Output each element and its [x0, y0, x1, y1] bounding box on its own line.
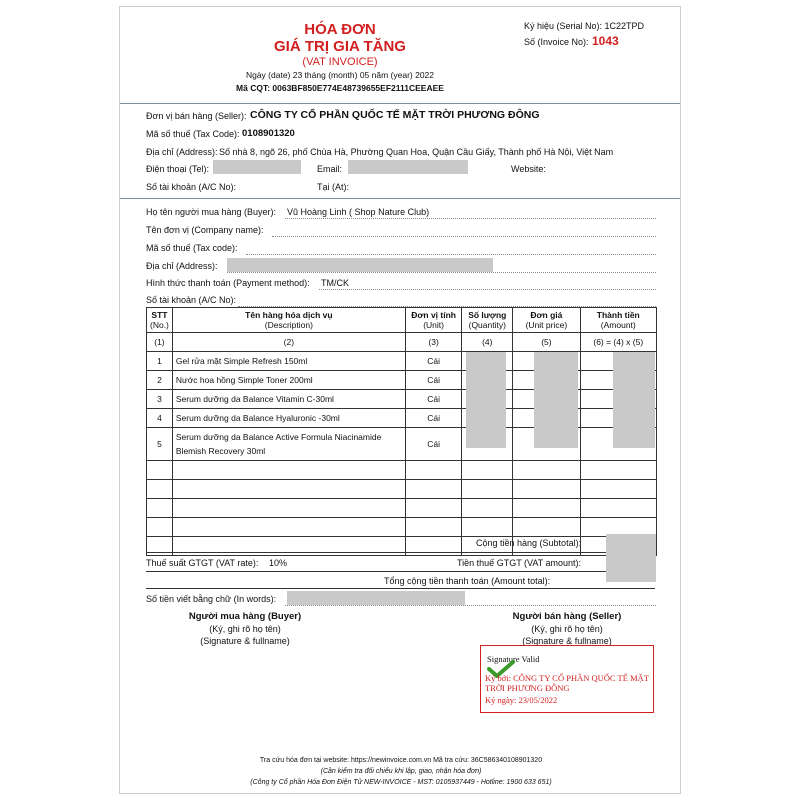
seller-signature-hint: (Ký, ghi rõ họ tên) [531, 624, 603, 634]
row-unit: Cái [405, 390, 462, 409]
col-header-unit: Đơn vị tính (Unit) [405, 308, 462, 333]
col-number: (4) [462, 333, 513, 352]
dotted-line [285, 605, 656, 606]
buyer-account-label: Số tài khoản (A/C No): [146, 295, 237, 305]
table-row [147, 390, 657, 409]
redacted-email [348, 160, 468, 174]
payment-method: TM/CK [321, 278, 349, 288]
empty-row [147, 461, 657, 480]
col-header-amount: Thành tiền (Amount) [580, 308, 656, 333]
invoice-number: 1043 [592, 34, 619, 48]
signed-by-text: Ký bởi: CÔNG TY CỔ PHẦN QUỐC TẾ MẶT TRỜI PHƯƠNG ĐÔNG [485, 673, 649, 693]
empty-row [147, 518, 657, 537]
invoice-subtitle: GIÁ TRỊ GIA TĂNG [274, 38, 406, 55]
row-description: Gel rửa mặt Simple Refresh 150ml [172, 352, 405, 371]
footer-lookup: Tra cứu hóa đơn tại website: https://newinvoice.com.vn Mã tra cứu: 36C586340108901320 [259, 757, 543, 764]
column-number-row [147, 333, 657, 352]
row-no: 2 [147, 371, 173, 390]
buyer-company-label: Tên đơn vị (Company name): [146, 225, 264, 235]
vat-rate: 10% [269, 558, 288, 568]
footer-provider: (Công ty Cổ phần Hóa Đơn Điện Tử NEW-INVOICE - MST: 0105937449 - Hotline: 1900 633 651) [250, 779, 552, 786]
seller-phone-label: Điện thoại (Tel): [146, 164, 210, 174]
buyer-address-label: Địa chỉ (Address): [146, 261, 218, 271]
table-row [147, 352, 657, 371]
redacted-quantities [466, 352, 506, 448]
buyer-payment-label: Hình thức thanh toán (Payment method): [146, 278, 310, 288]
invoice-english-title: (VAT INVOICE) [302, 56, 378, 68]
seller-name: CÔNG TY CỔ PHẦN QUỐC TẾ MẶT TRỜI PHƯƠNG ĐÔNG [250, 109, 540, 121]
divider [146, 552, 655, 553]
items-table [146, 307, 657, 556]
redacted-totals [606, 534, 656, 582]
empty-row [147, 480, 657, 499]
col-number: (5) [513, 333, 580, 352]
redacted-amounts [613, 352, 655, 448]
buyer-name-label: Họ tên người mua hàng (Buyer): [146, 207, 276, 217]
col-header-description: Tên hàng hóa dịch vụ (Description) [172, 308, 405, 333]
total-label: Tổng cộng tiền thanh toán (Amount total): [384, 576, 551, 586]
col-number: (1) [147, 333, 173, 352]
seller-signature-title: Người bán hàng (Seller) [512, 611, 622, 622]
table-header-row [147, 308, 657, 333]
row-no: 3 [147, 390, 173, 409]
seller-label: Đơn vị bán hàng (Seller): [146, 111, 247, 121]
seller-account-label: Số tài khoản (A/C No): [146, 182, 237, 192]
col-header-unit-price: Đơn giá (Unit price) [513, 308, 580, 333]
invoice-title: HÓA ĐƠN [304, 21, 376, 38]
row-unit: Cái [405, 409, 462, 428]
row-description: Serum dưỡng da Balance Vitamin C-30ml [172, 390, 405, 409]
seller-tax-label: Mã số thuế (Tax Code): [146, 129, 240, 139]
seller-bank-label: Tại (At): [317, 182, 350, 192]
row-description: Serum dưỡng da Balance Active Formula Niacinamide Blemish Recovery 30ml [172, 428, 405, 461]
divider [146, 588, 655, 589]
cqt-code: Mã CQT: 0063BF850E774E48739655EF2111CEEAEE [236, 83, 444, 93]
vat-rate-label: Thuế suất GTGT (VAT rate): [146, 558, 259, 568]
footer-note: (Cần kiểm tra đối chiếu khi lập, giao, nhận hóa đơn) [320, 768, 482, 775]
col-header-quantity: Số lượng (Quantity) [462, 308, 513, 333]
empty-row [147, 499, 657, 518]
vat-amount-label: Tiền thuế GTGT (VAT amount): [457, 558, 582, 568]
row-no: 4 [147, 409, 173, 428]
signed-date-text: Ký ngày: 23/05/2022 [485, 695, 558, 705]
buyer-signature-hint: (Ký, ghi rõ họ tên) [209, 624, 281, 634]
invoice-number-label: Số (Invoice No): [524, 37, 589, 47]
serial-number: Ký hiệu (Serial No): 1C22TPD [524, 21, 645, 31]
digital-signature-box [480, 645, 654, 713]
dotted-line [227, 272, 656, 273]
subtotal-label: Cộng tiền hàng (Subtotal): [476, 538, 582, 548]
divider [120, 198, 680, 199]
seller-email-label: Email: [317, 164, 343, 174]
row-unit: Cái [405, 371, 462, 390]
buyer-name: Vũ Hoàng Linh ( Shop Nature Club) [287, 207, 430, 217]
table-row [147, 428, 657, 461]
seller-signature-hint-en: (Signature & fullname) [522, 636, 612, 646]
row-unit: Cái [405, 428, 462, 461]
buyer-signature-title: Người mua hàng (Buyer) [188, 611, 302, 622]
row-no: 5 [147, 428, 173, 461]
row-unit: Cái [405, 352, 462, 371]
seller-tax-code: 0108901320 [242, 128, 295, 139]
seller-address-label: Địa chỉ (Address): [146, 147, 218, 157]
row-description: Serum dưỡng da Balance Hyaluronic -30ml [172, 409, 405, 428]
row-description: Nước hoa hồng Simple Toner 200ml [172, 371, 405, 390]
table-row [147, 409, 657, 428]
divider [146, 571, 655, 572]
dotted-line [272, 236, 656, 237]
redacted-in-words [287, 591, 465, 605]
dotted-line [285, 218, 656, 219]
col-number: (3) [405, 333, 462, 352]
redacted-unit-prices [534, 352, 578, 448]
col-number: (2) [172, 333, 405, 352]
table-row [147, 371, 657, 390]
dotted-line [319, 289, 656, 290]
buyer-tax-label: Mã số thuế (Tax code): [146, 243, 238, 253]
redacted-phone [213, 160, 301, 174]
invoice-date: Ngày (date) 23 tháng (month) 05 năm (year) 2022 [245, 70, 435, 80]
buyer-signature-hint-en: (Signature & fullname) [200, 636, 290, 646]
col-number: (6) = (4) x (5) [580, 333, 656, 352]
signature-valid-text: Signature Valid [487, 654, 540, 664]
divider [120, 103, 680, 104]
dotted-line [246, 254, 656, 255]
seller-website-label: Website: [511, 164, 546, 174]
col-header-no: STT (No.) [147, 308, 173, 333]
invoice-page [119, 6, 681, 794]
redacted-buyer-address [227, 258, 493, 272]
row-no: 1 [147, 352, 173, 371]
seller-address: Số nhà 8, ngõ 26, phố Chùa Hà, Phường Quan Hoa, Quận Cầu Giấy, Thành phố Hà Nội, Việt Nam [219, 147, 614, 157]
in-words-label: Số tiền viết bằng chữ (In words): [146, 594, 277, 604]
